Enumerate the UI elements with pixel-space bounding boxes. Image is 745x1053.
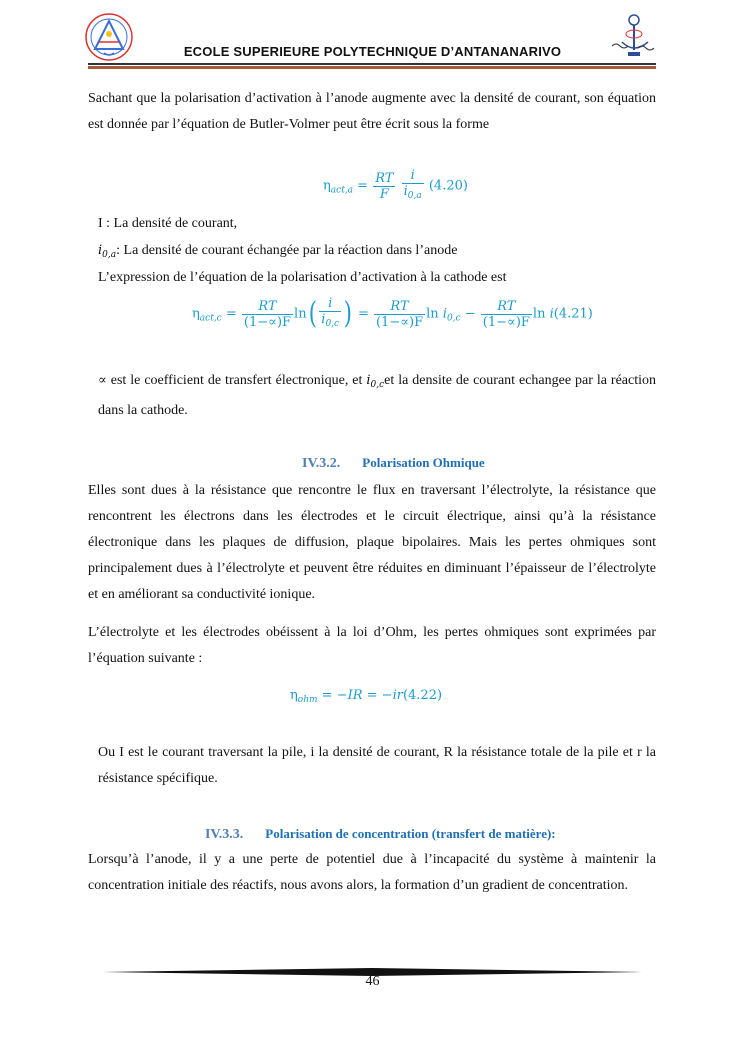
eq421-i0-sub: 0,c [446, 313, 461, 324]
eq421-minus: − [464, 306, 476, 322]
eq421-i0: i [442, 306, 447, 322]
equation-4-20: $\eta_{act,a}$ = $\frac{RT}{F}$ $\frac{i}{i_{0,a}}$ (4.20) [323, 168, 468, 204]
definition-i: I : La densité de courant, [98, 216, 238, 231]
eq421-num-1: RT [242, 299, 293, 315]
section-heading-ohmic [302, 455, 485, 472]
eq421-inner-den: i [321, 312, 326, 327]
eq421-den-2: (1−∝)F [375, 314, 424, 330]
eq421-den-1: (1−∝)F [243, 314, 292, 330]
eq421-num-2: RT [374, 299, 425, 315]
eq422-subscript: ohm [297, 695, 318, 705]
eq420-tag: (4.20) [428, 178, 468, 194]
eq420-fraction-rt-f [373, 171, 395, 202]
ohmic-paragraph-1: Elles sont dues à la résistance que rencontre le flux en traversant l’électrolyte, la résistance que rencontrent les électrons dans les électrodes et le circuit électrique, ainsi qu’à la résistance électronique dans les plaques de diffusion, plaque bipolaires. Mais les pertes ohmiques sont principalement dues à l’électrolyte et peuvent être réduites en diminuant l’épaisseur de l’électrolyte et en améliorant sa conductivité ionique. [88, 483, 656, 602]
i0c-subscript: 0,c [370, 380, 385, 390]
i0a-symbol: i [98, 243, 103, 258]
definition-i0a-text: : La densité de courant échangée par la réaction dans l’anode [116, 243, 458, 258]
left-paren: ( [308, 296, 317, 331]
eq420-den2: i [403, 184, 408, 199]
eq422-tag: (4.22) [402, 688, 443, 703]
ohmic-paragraph-2: L’électrolyte et les électrodes obéissent à la loi d’Ohm, les pertes ohmiques sont exprimées par l’équation suivante : [88, 625, 656, 666]
eq420-subscript: act,a [330, 185, 354, 196]
ohmic-paragraph-3: Ou I est le courant traversant la pile, i la densité de courant, R la résistance totale de la pile et r la résistance spécifique. [98, 745, 656, 786]
alpha-symbol: ∝ [98, 373, 107, 388]
cathode-intro: L’expression de l’équation de la polarisation d’activation à la cathode est [98, 270, 507, 285]
eq420-num2: i [402, 168, 424, 184]
equation-4-22 [290, 688, 442, 705]
i0a-subscript: 0,a [102, 250, 117, 260]
eq421-inner-num: i [319, 296, 341, 312]
header-title: ECOLE SUPERIEURE POLYTECHNIQUE D’ANTANANARIVO [183, 44, 562, 59]
eq421-tag: (4.21) [553, 306, 593, 322]
definition-i0a [98, 243, 457, 260]
footer-rule [102, 963, 642, 971]
eq421-inner-den-wrap [319, 312, 341, 332]
eq421-num-3: RT [481, 299, 532, 315]
eq420-num1: RT [375, 170, 394, 186]
section-title: Polarisation Ohmique [362, 455, 485, 470]
eq421-inner-fraction [319, 296, 341, 332]
eq421-ln-2: ln [426, 306, 439, 322]
eq421-fraction-1 [242, 299, 293, 330]
eq420-den1: F [379, 186, 389, 202]
section-title: Polarisation de concentration (transfert de matière): [265, 826, 556, 841]
header-rule [88, 63, 656, 65]
eta-symbol: η [290, 688, 298, 703]
eq421-i: i [549, 306, 554, 322]
eta-symbol: η [192, 306, 200, 322]
eta-symbol: η [323, 178, 331, 194]
eq421-fraction-2 [374, 299, 425, 330]
eq421-den-3: (1−∝)F [482, 314, 530, 330]
concentration-paragraph: Lorsqu’à l’anode, il y a une perte de potentiel due à l’incapacité du système à maintenir la concentration initiale des réactifs, nous avons alors, la formation d’un gradient de concentration. [88, 852, 656, 893]
section-heading-concentration [205, 826, 556, 843]
eq421-subscript: act,c [199, 313, 222, 324]
eq420-den2-sub: 0,a [407, 191, 422, 201]
alpha-text-1: est le coefficient de transfert électronique, et [106, 373, 367, 388]
eq421-ln-3: ln [532, 306, 546, 322]
section-number: IV.3.3. [205, 827, 244, 842]
eq422-rhs: = −IR = −ir [317, 688, 403, 703]
alpha-text-2: et la densite de courant echangee par la réaction dans la cathode. [98, 373, 656, 418]
right-paren: ) [343, 296, 353, 331]
eq421-fraction-3 [481, 299, 532, 330]
page-number: 46 [365, 974, 380, 989]
i0c-symbol: i [366, 373, 371, 388]
section-number: IV.3.2. [302, 456, 341, 471]
eq420-fraction-i-i0a [402, 168, 424, 204]
eq420-den2-wrap [402, 184, 424, 204]
eq421-ln-1: ln [294, 306, 307, 322]
alpha-paragraph [98, 368, 656, 424]
eq421-inner-den-sub: 0,c [325, 319, 340, 329]
equation-4-21: $\eta_{act,c}$ = $\frac{RT}{(1-\propto)F}$ ln( $\frac{i}{i_{0,c}}$ ) = $\frac{RT}{(1-\propto)F}$ $\ln i_{0,c}$ − $\frac{RT}{(1-\propto)F}$ ln i(4.21) [192, 296, 593, 331]
intro-paragraph: Sachant que la polarisation d’activation à l’anode augmente avec la densité de courant, son équation est donnée par l’équation de Butler-Volmer peut être écrit sous la forme [88, 91, 656, 132]
header-rule-accent [88, 66, 656, 69]
